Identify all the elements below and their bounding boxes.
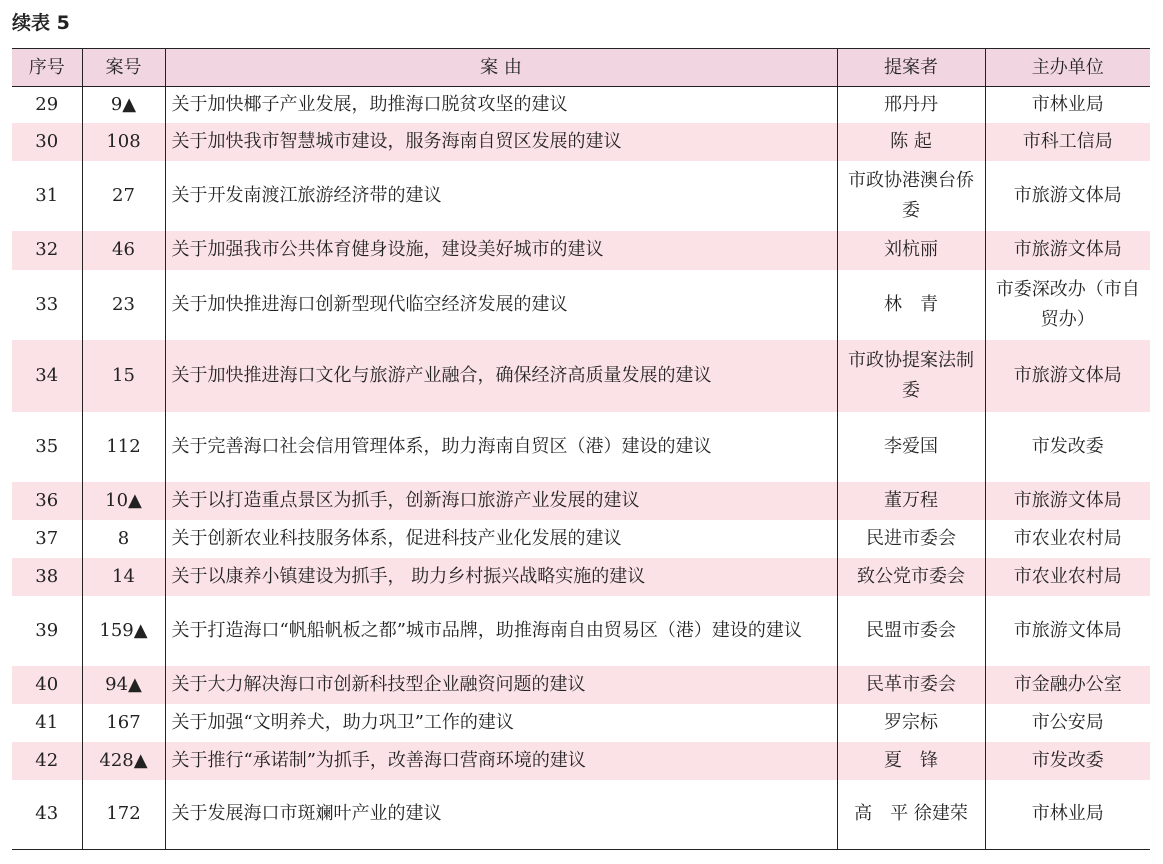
table-row xyxy=(12,87,1150,123)
row-reason: 关于加快推进海口创新型现代临空经济发展的建议 xyxy=(165,270,837,340)
row-proposer: 市政协港澳台侨委 xyxy=(837,161,985,231)
row-case: 94▲ xyxy=(82,666,165,704)
row-proposer: 罗宗标 xyxy=(837,704,985,742)
row-proposer: 邢丹丹 xyxy=(837,87,985,123)
row-proposer: 李爱国 xyxy=(837,412,985,482)
row-reason: 关于创新农业科技服务体系，促进科技产业化发展的建议 xyxy=(165,520,837,558)
row-org: 市旅游文体局 xyxy=(985,231,1150,270)
row-org: 市旅游文体局 xyxy=(985,340,1150,412)
row-org: 市旅游文体局 xyxy=(985,161,1150,231)
row-case: 428▲ xyxy=(82,742,165,780)
header-reason: 案 由 xyxy=(165,49,837,87)
row-case: 167 xyxy=(82,704,165,742)
row-org: 市农业农村局 xyxy=(985,520,1150,558)
row-case: 15 xyxy=(82,340,165,412)
row-proposer: 董万程 xyxy=(837,482,985,520)
row-case: 10▲ xyxy=(82,482,165,520)
table-row xyxy=(12,412,1150,482)
row-no: 36 xyxy=(35,489,59,511)
table-row xyxy=(12,666,1150,704)
row-proposer: 刘杭丽 xyxy=(837,231,985,270)
row-no: 29 xyxy=(35,93,59,115)
proposals-table xyxy=(12,48,1150,850)
row-no: 41 xyxy=(35,711,59,733)
row-org: 市发改委 xyxy=(985,412,1150,482)
row-case: 27 xyxy=(82,161,165,231)
row-org: 市金融办公室 xyxy=(985,666,1150,704)
row-no: 30 xyxy=(35,130,59,152)
table-row xyxy=(12,340,1150,412)
row-org: 市旅游文体局 xyxy=(985,596,1150,666)
table-row xyxy=(12,742,1150,780)
table-row xyxy=(12,780,1150,850)
table-row xyxy=(12,596,1150,666)
row-case: 9▲ xyxy=(82,87,165,123)
row-reason: 关于加快我市智慧城市建设，服务海南自贸区发展的建议 xyxy=(165,123,837,161)
table-row xyxy=(12,161,1150,231)
row-no: 39 xyxy=(35,619,59,641)
table-row xyxy=(12,558,1150,596)
row-case: 23 xyxy=(82,270,165,340)
header-proposer: 提案者 xyxy=(837,49,985,87)
row-reason: 关于开发南渡江旅游经济带的建议 xyxy=(165,161,837,231)
row-reason: 关于发展海口市斑斓叶产业的建议 xyxy=(165,780,837,850)
header-no: 序号 xyxy=(28,56,65,78)
row-proposer: 市政协提案法制委 xyxy=(837,340,985,412)
row-no: 31 xyxy=(35,184,59,206)
row-case: 172 xyxy=(82,780,165,850)
row-org: 市林业局 xyxy=(985,780,1150,850)
header-case: 案号 xyxy=(82,49,165,87)
row-no: 43 xyxy=(35,803,59,825)
row-no: 38 xyxy=(35,565,59,587)
table-title: 续表 5 xyxy=(12,12,70,34)
header-org: 主办单位 xyxy=(985,49,1150,87)
row-case: 159▲ xyxy=(82,596,165,666)
table-row xyxy=(12,704,1150,742)
row-case: 108 xyxy=(82,123,165,161)
table-row xyxy=(12,482,1150,520)
row-reason: 关于加快椰子产业发展，助推海口脱贫攻坚的建议 xyxy=(165,87,837,123)
row-reason: 关于加强“文明养犬，助力巩卫”工作的建议 xyxy=(165,704,837,742)
row-proposer: 致公党市委会 xyxy=(837,558,985,596)
row-org: 市科工信局 xyxy=(985,123,1150,161)
row-org: 市农业农村局 xyxy=(985,558,1150,596)
row-no: 40 xyxy=(35,673,59,695)
row-proposer: 林 青 xyxy=(837,270,985,340)
row-reason: 关于加强我市公共体育健身设施，建设美好城市的建议 xyxy=(165,231,837,270)
row-proposer: 民革市委会 xyxy=(837,666,985,704)
row-org: 市发改委 xyxy=(985,742,1150,780)
table-row xyxy=(12,270,1150,340)
row-no: 32 xyxy=(35,239,59,260)
row-case: 112 xyxy=(82,412,165,482)
row-case: 8 xyxy=(82,520,165,558)
row-reason: 关于以打造重点景区为抓手，创新海口旅游产业发展的建议 xyxy=(165,482,837,520)
row-reason: 关于大力解决海口市创新科技型企业融资问题的建议 xyxy=(165,666,837,704)
row-proposer: 夏 锋 xyxy=(837,742,985,780)
table-row xyxy=(12,520,1150,558)
table-row xyxy=(12,123,1150,161)
row-reason: 关于加快推进海口文化与旅游产业融合，确保经济高质量发展的建议 xyxy=(165,340,837,412)
row-org: 市委深改办（市自贸办） xyxy=(985,270,1150,340)
row-org: 市公安局 xyxy=(985,704,1150,742)
row-proposer: 民盟市委会 xyxy=(837,596,985,666)
row-case: 14 xyxy=(82,558,165,596)
row-reason: 关于推行“承诺制”为抓手，改善海口营商环境的建议 xyxy=(165,742,837,780)
row-org: 市旅游文体局 xyxy=(985,482,1150,520)
row-proposer: 陈 起 xyxy=(837,123,985,161)
row-no: 37 xyxy=(35,527,59,549)
row-proposer: 民进市委会 xyxy=(837,520,985,558)
row-no: 35 xyxy=(35,435,59,457)
header-row xyxy=(12,49,1150,87)
row-reason: 关于完善海口社会信用管理体系，助力海南自贸区（港）建设的建议 xyxy=(165,412,837,482)
row-no: 42 xyxy=(35,749,59,771)
row-case: 46 xyxy=(82,231,165,270)
row-org: 市林业局 xyxy=(985,87,1150,123)
row-reason: 关于以康养小镇建设为抓手， 助力乡村振兴战略实施的建议 xyxy=(165,558,837,596)
row-no: 33 xyxy=(35,293,59,315)
table-row xyxy=(12,231,1150,270)
row-proposer: 高 平 徐建荣 xyxy=(837,780,985,850)
row-no: 34 xyxy=(35,364,59,386)
row-reason: 关于打造海口“帆船帆板之都”城市品牌，助推海南自由贸易区（港）建设的建议 xyxy=(165,596,837,666)
